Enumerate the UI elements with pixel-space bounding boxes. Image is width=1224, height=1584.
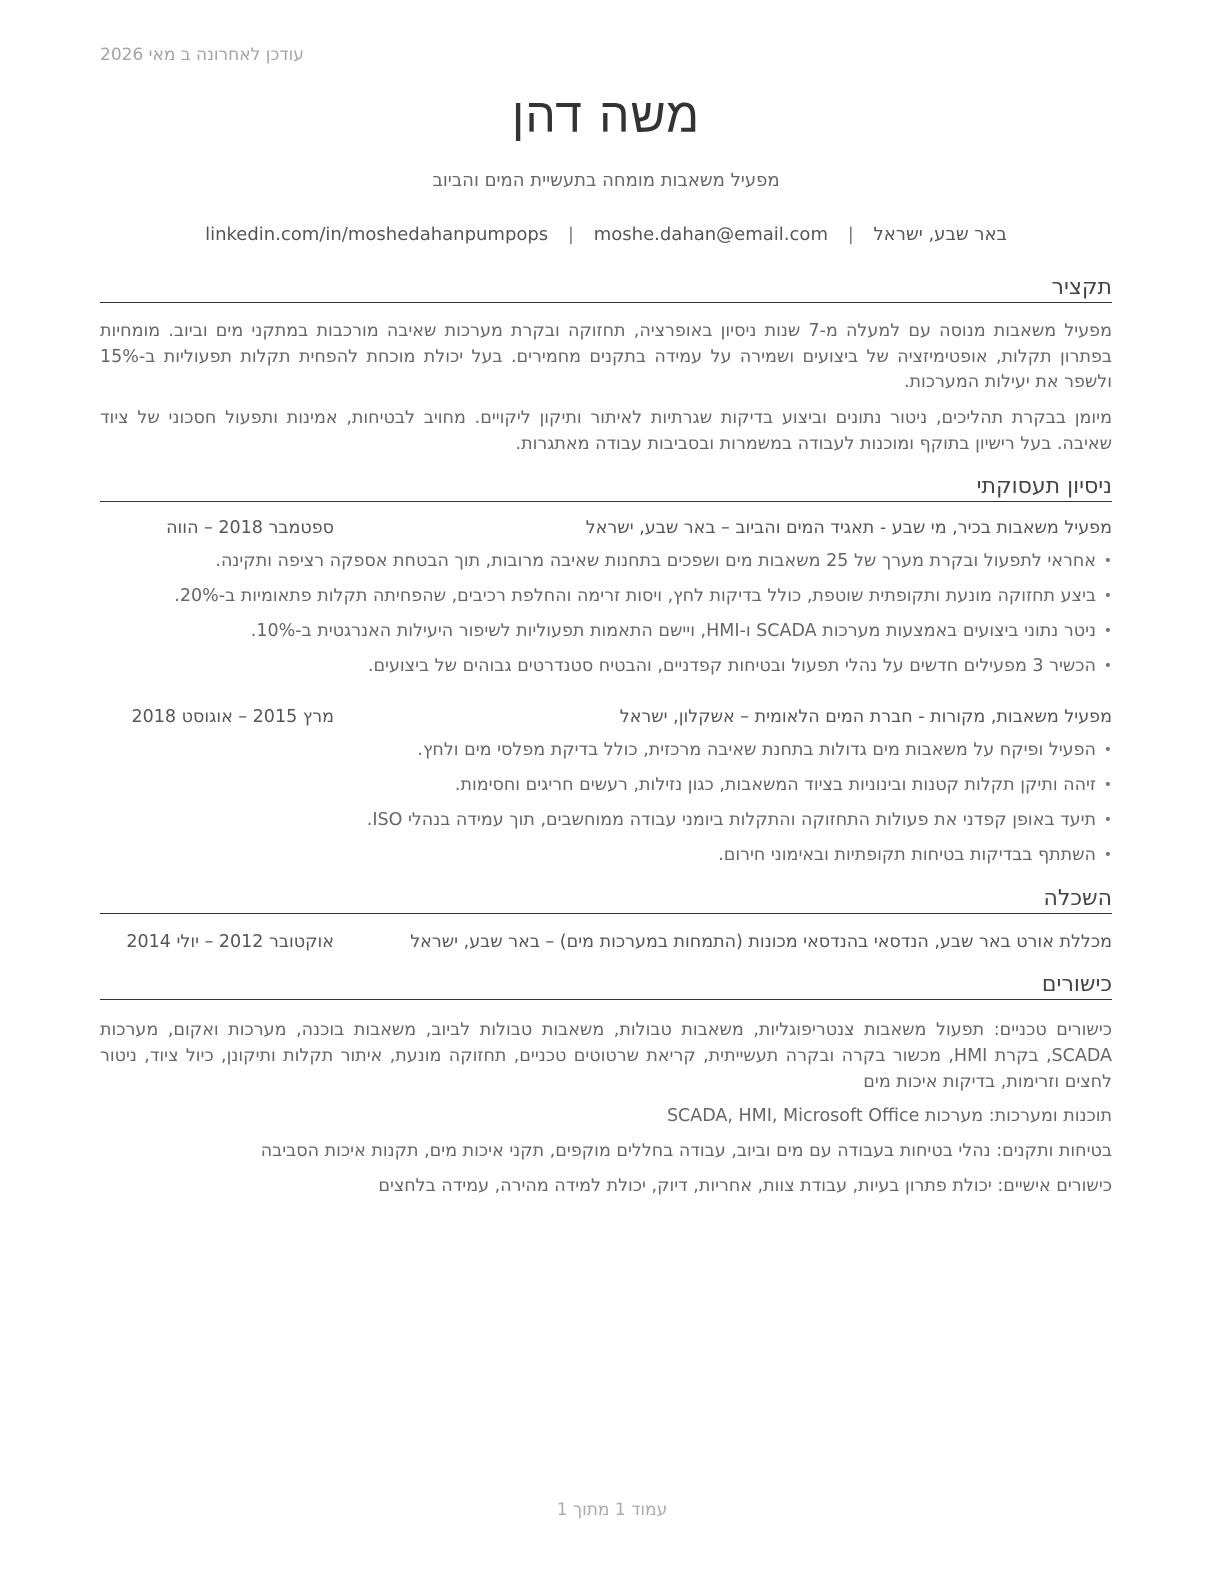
page-number: עמוד 1 מתוך 1 xyxy=(556,1500,668,1520)
skills-software: תוכנות ומערכות: מערכות SCADA, HMI, Microsoft Office xyxy=(666,1106,1112,1126)
list-item xyxy=(100,843,1112,878)
skills-technical: כישורים טכניים: תפעול משאבות צנטריפוגליות, משאבות טבולות, משאבות טבולות לביוב, משאבות בוכנה, מערכות ואקום, מערכות SCADA, בקרת HMI, מכשור בקרה ובקרה תעשייתית, קריאת שרטוטים טכניים, תחזוקה מונעת, איתור תקלות ותיקונן, כיול ציוד, ניטור לחצים וזרימות, בדיקות איכות מים xyxy=(100,1020,1112,1092)
resume-page xyxy=(100,0,1112,1584)
bullet-text: השתתף בבדיקות בטיחות תקופתיות ובאימוני חירום. xyxy=(718,845,1096,865)
summary-paragraph: מפעיל משאבות מנוסה עם למעלה מ-7 שנות ניסיון באופרציה, תחזוקה ובקרת מערכות שאיבה מורכבות במתקני מים וביוב. מומחיות בפתרון תקלות, אופטימיזציה של ביצועים ושמירה על עמידה בתקנים מחמירים. בעל יכולת מוכחת להפחית תקלות תפעוליות ב-15% ולשפר את יעילות המערכות. xyxy=(100,321,1112,392)
contact-separator: | xyxy=(847,224,854,245)
bullet-text: הפעיל ופיקח על משאבות מים גדולות בתחנת שאיבה מרכזית, כולל בדיקת מפלסי מים ולחץ. xyxy=(417,740,1096,760)
job-header xyxy=(100,707,1112,731)
bullet-icon: • xyxy=(1103,742,1112,758)
skills-heading: כישורים xyxy=(100,972,1112,1000)
list-item xyxy=(100,738,1112,773)
list-item xyxy=(100,584,1112,619)
job-title: מפעיל משאבות, מקורות - חברת המים הלאומית – אשקלון, ישראל xyxy=(619,707,1112,727)
education-heading: השכלה xyxy=(100,886,1112,914)
list-item xyxy=(100,808,1112,843)
job-title: מפעיל משאבות בכיר, מי שבע - תאגיד המים והביוב – באר שבע, ישראל xyxy=(585,518,1112,538)
bullet-icon: • xyxy=(1103,588,1112,604)
last-updated-note: עודכן לאחרונה ב מאי 2026 xyxy=(100,45,304,65)
candidate-headline: מפעיל משאבות מומחה בתעשיית המים והביוב xyxy=(432,170,780,191)
bullet-icon: • xyxy=(1103,553,1112,569)
job-header xyxy=(100,518,1112,542)
summary-paragraph: מיומן בבקרת תהליכים, ניטור נתונים וביצוע בדיקות שגרתיות לאיתור ותיקון ליקויים. מחויב לבטיחות, אמינות ותפעול חסכוני של ציוד שאיבה. בעל רישיון בתוקף ומוכנות לעבודה במשמרות ובסביבות עבודה מאתגרות. xyxy=(100,408,1112,454)
bullet-icon: • xyxy=(1103,777,1112,793)
contact-linkedin[interactable]: linkedin.com/in/moshedahanpumpops xyxy=(205,224,549,245)
bullet-text: תיעד באופן קפדני את פעולות התחזוקה והתקלות ביומני עבודה ממוחשבים, תוך עמידה בנהלי ISO. xyxy=(366,810,1096,830)
contact-separator: | xyxy=(567,224,574,245)
bullet-icon: • xyxy=(1103,847,1112,863)
bullet-text: אחראי לתפעול ובקרת מערך של 25 משאבות מים ושפכים בתחנות שאיבה מרובות, תוך הבטחת אספקה רציפה ותקינה. xyxy=(215,551,1096,571)
bullet-icon: • xyxy=(1103,812,1112,828)
job-bullets xyxy=(100,549,1112,689)
contact-line xyxy=(100,224,1112,245)
contact-email[interactable]: moshe.dahan@email.com xyxy=(593,224,828,245)
job-bullets xyxy=(100,738,1112,878)
experience-heading: ניסיון תעסוקתי xyxy=(100,474,1112,502)
education-entry xyxy=(100,932,1112,956)
summary-heading: תקציר xyxy=(100,275,1112,303)
list-item xyxy=(100,773,1112,808)
education-dates: אוקטובר 2012 – יולי 2014 xyxy=(126,932,334,952)
list-item xyxy=(100,654,1112,689)
education-institution: מכללת אורט באר שבע, הנדסאי בהנדסאי מכונות (התמחות במערכות מים) – באר שבע, ישראל xyxy=(410,932,1112,952)
bullet-icon: • xyxy=(1103,658,1112,674)
list-item xyxy=(100,619,1112,654)
job-dates: מרץ 2015 – אוגוסט 2018 xyxy=(131,707,334,727)
skills-safety: בטיחות ותקנים: נהלי בטיחות בעבודה עם מים וביוב, עבודה בחללים מוקפים, תקני איכות מים, תקנות איכות הסביבה xyxy=(260,1141,1112,1161)
bullet-icon: • xyxy=(1103,623,1112,639)
job-dates: ספטמבר 2018 – הווה xyxy=(166,518,334,538)
skills-personal: כישורים אישיים: יכולת פתרון בעיות, עבודת צוות, אחריות, דיוק, יכולת למידה מהירה, עמידה בלחצים xyxy=(378,1176,1112,1196)
bullet-text: זיהה ותיקן תקלות קטנות ובינוניות בציוד המשאבות, כגון נזילות, רעשים חריגים וחסימות. xyxy=(454,775,1096,795)
contact-location: באר שבע, ישראל xyxy=(873,224,1007,245)
list-item xyxy=(100,549,1112,584)
bullet-text: ניטר נתוני ביצועים באמצעות מערכות SCADA ו-HMI, ויישם התאמות תפעוליות לשיפור היעילות האנרגטית ב-10%. xyxy=(250,621,1096,641)
candidate-name: משה דהן xyxy=(511,88,701,144)
bullet-text: הכשיר 3 מפעילים חדשים על נהלי תפעול ובטיחות קפדניים, והבטיח סטנדרטים גבוהים של ביצועים. xyxy=(367,656,1096,676)
bullet-text: ביצע תחזוקה מונעת ותקופתית שוטפת, כולל בדיקות לחץ, ויסות זרימה והחלפת רכיבים, שהפחיתה תקלות פתאומיות ב-20%. xyxy=(174,586,1096,606)
